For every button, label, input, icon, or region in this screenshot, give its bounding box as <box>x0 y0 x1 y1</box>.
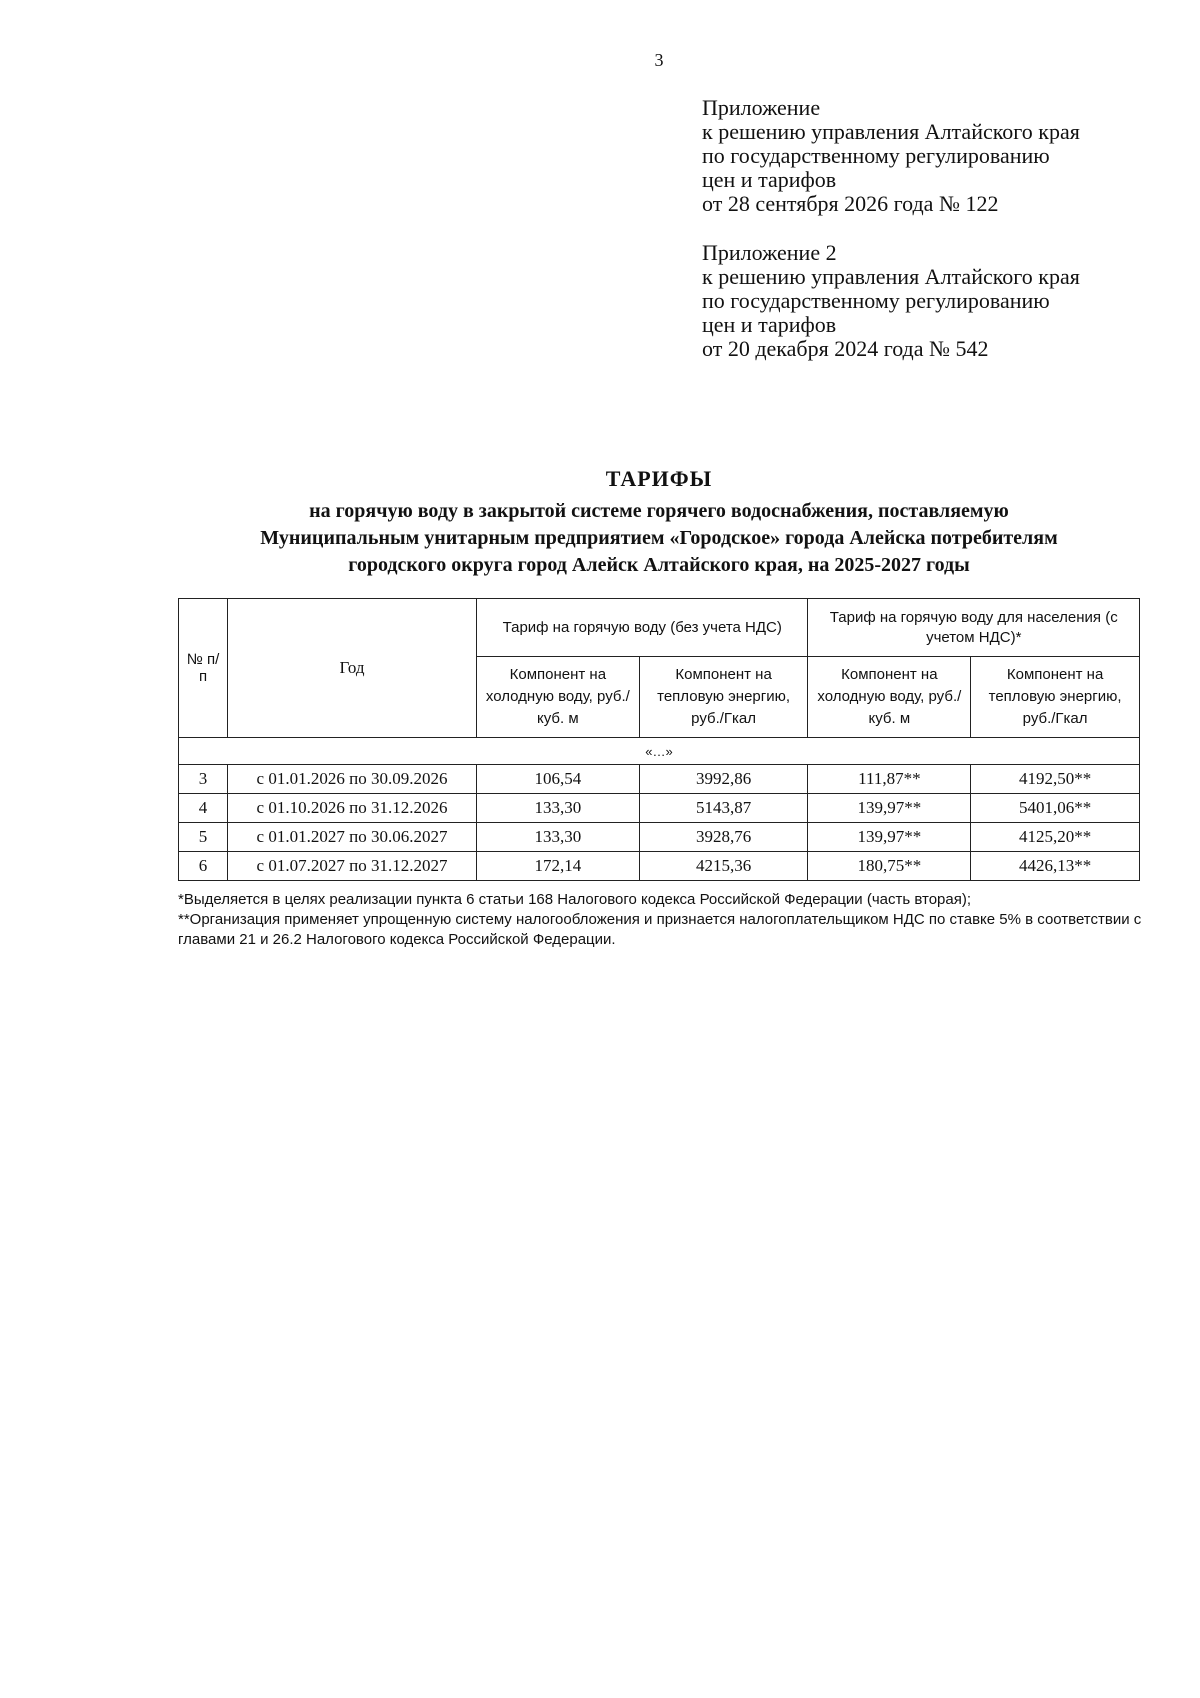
annex2-header <box>702 241 1080 361</box>
row-heat-vat: 4192,50** <box>971 765 1140 794</box>
row-heat-vat: 4426,13** <box>971 852 1140 881</box>
row-heat: 3992,86 <box>639 765 808 794</box>
ellipsis-row: «…» <box>179 738 1140 765</box>
annex2-line: Приложение 2 <box>702 240 837 265</box>
row-heat-vat: 5401,06** <box>971 794 1140 823</box>
header-num: № п/п <box>179 599 228 738</box>
header-cold-component-vat: Компонент на холодную воду, руб./куб. м <box>808 657 971 738</box>
row-heat-vat: 4125,20** <box>971 823 1140 852</box>
title-line: на горячую воду в закрытой системе горячего водоснабжения, поставляемую <box>309 500 1009 522</box>
row-heat: 3928,76 <box>639 823 808 852</box>
annex2-line: к решению управления Алтайского края <box>702 264 1080 289</box>
footnotes <box>178 890 1158 950</box>
row-heat: 4215,36 <box>639 852 808 881</box>
footnote: *Выделяется в целях реализации пункта 6 статьи 168 Налогового кодекса Российской Федерации (часть вторая); <box>178 891 972 908</box>
annex-line: от 28 сентября 2026 года № 122 <box>702 191 999 216</box>
row-cold: 133,30 <box>477 823 640 852</box>
row-cold: 106,54 <box>477 765 640 794</box>
annex2-line: по государственному регулированию <box>702 288 1050 313</box>
row-period: с 01.07.2027 по 31.12.2027 <box>228 852 477 881</box>
document-title <box>150 466 1168 579</box>
header-cold-component: Компонент на холодную воду, руб./куб. м <box>477 657 640 738</box>
row-cold-vat: 139,97** <box>808 823 971 852</box>
title-main: ТАРИФЫ <box>605 466 713 491</box>
row-period: с 01.01.2026 по 30.09.2026 <box>228 765 477 794</box>
header-heat-component-vat: Компонент на тепловую энергию, руб./Гкал <box>971 657 1140 738</box>
page-number: 3 <box>654 50 664 70</box>
header-tariff-with-vat: Тариф на горячую воду для населения (с учетом НДС)* <box>808 599 1140 657</box>
row-cold: 172,14 <box>477 852 640 881</box>
table-row <box>179 852 1140 881</box>
annex-line: Приложение <box>702 95 821 120</box>
title-line: Муниципальным унитарным предприятием «Городское» города Алейска потребителям <box>260 527 1058 549</box>
row-cold-vat: 139,97** <box>808 794 971 823</box>
annex-line: по государственному регулированию <box>702 143 1050 168</box>
annex-header <box>702 96 1080 216</box>
annex2-line: от 20 декабря 2024 года № 542 <box>702 336 989 361</box>
annex2-line: цен и тарифов <box>702 312 837 337</box>
annex-line: цен и тарифов <box>702 167 837 192</box>
table-row <box>179 794 1140 823</box>
row-period: с 01.10.2026 по 31.12.2026 <box>228 794 477 823</box>
row-heat: 5143,87 <box>639 794 808 823</box>
row-num: 4 <box>179 794 228 823</box>
row-cold: 133,30 <box>477 794 640 823</box>
row-num: 3 <box>179 765 228 794</box>
table-row <box>179 823 1140 852</box>
row-num: 6 <box>179 852 228 881</box>
header-heat-component: Компонент на тепловую энергию, руб./Гкал <box>639 657 808 738</box>
annex-line: к решению управления Алтайского края <box>702 119 1080 144</box>
table-row <box>179 765 1140 794</box>
row-cold-vat: 180,75** <box>808 852 971 881</box>
row-num: 5 <box>179 823 228 852</box>
row-period: с 01.01.2027 по 30.06.2027 <box>228 823 477 852</box>
footnote: **Организация применяет упрощенную систему налогообложения и признается налогоплательщиком НДС по ставке 5% в соответствии с главами 21 и 26.2 Налогового кодекса Российской Федерации. <box>178 911 1142 948</box>
row-cold-vat: 111,87** <box>808 765 971 794</box>
tariff-table <box>178 598 1140 881</box>
header-year: Год <box>228 599 477 738</box>
title-line: городского округа город Алейск Алтайского края, на 2025-2027 годы <box>348 554 970 576</box>
header-tariff-no-vat: Тариф на горячую воду (без учета НДС) <box>477 599 808 657</box>
